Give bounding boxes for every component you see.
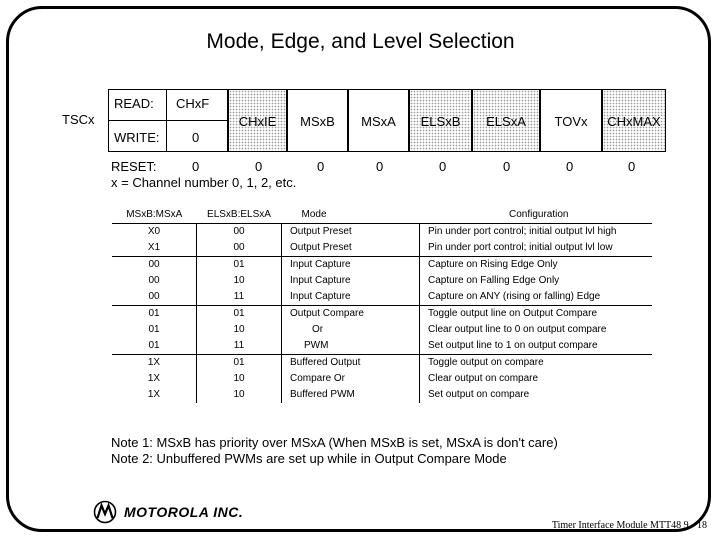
cell-mode: Input Capture (282, 289, 420, 306)
cell-msx: 01 (148, 340, 160, 351)
table-row (112, 224, 652, 241)
bit7-read-name: CHxF (176, 96, 210, 111)
bit-msxb: MSxB (287, 89, 348, 152)
table-row (112, 338, 652, 355)
cell-msx: 01 (148, 324, 160, 335)
bit-chxie: CHxIE (228, 89, 287, 152)
cell-config: Toggle output on compare (420, 355, 653, 372)
cell-config: Clear output on compare (420, 371, 653, 387)
cell-elsx: 10 (197, 387, 282, 403)
header-elsx: ELSxB:ELSxA (207, 209, 271, 220)
table-row (112, 289, 652, 306)
table-row (112, 273, 652, 289)
cell-elsx: 01 (197, 257, 282, 274)
cell-config: Capture on Rising Edge Only (420, 257, 653, 274)
cell-elsx: 10 (197, 371, 282, 387)
table-row (112, 240, 652, 257)
cell-config: Set output on compare (420, 387, 653, 403)
cell-config: Clear output line to 0 on output compare (420, 322, 653, 338)
cell-mode: Output Compare (282, 306, 420, 323)
cell-mode: Compare Or (282, 371, 420, 387)
reset-value-bit0: 0 (628, 159, 636, 174)
header-configuration: Configuration (509, 209, 569, 220)
bit-elsxa: ELSxA (472, 89, 540, 152)
cell-msx: 00 (148, 291, 160, 302)
reset-value-bit5: 0 (317, 159, 325, 174)
reset-value-bit7: 0 (192, 159, 200, 174)
reset-label: RESET: (111, 159, 157, 174)
cell-mode: Or (282, 322, 420, 338)
reset-value-bit2: 0 (503, 159, 511, 174)
cell-msx: X1 (147, 242, 161, 253)
header-msx: MSxB:MSxA (126, 209, 183, 220)
table-row (112, 387, 652, 403)
table-row (112, 355, 652, 372)
table-row (112, 322, 652, 338)
cell-elsx: 10 (197, 322, 282, 338)
cell-mode: PWM (282, 338, 420, 355)
cell-elsx: 11 (197, 289, 282, 306)
cell-msx: 1X (147, 373, 161, 384)
cell-mode: Input Capture (282, 257, 420, 274)
cell-config: Capture on Falling Edge Only (420, 273, 653, 289)
motorola-batwing-icon (93, 500, 117, 524)
cell-mode: Output Preset (282, 224, 420, 241)
channel-note: x = Channel number 0, 1, 2, etc. (111, 175, 297, 190)
bit7-write-value: 0 (192, 130, 200, 145)
write-label: WRITE: (114, 130, 160, 145)
cell-msx: 00 (112, 257, 197, 274)
cell-msx: 1X (147, 389, 161, 400)
motorola-logo-text: MOTOROLA INC. (124, 504, 244, 520)
cell-config: Pin under port control; initial output lvl high (420, 224, 653, 241)
cell-config: Set output line to 1 on output compare (420, 338, 653, 355)
cell-elsx: 10 (197, 273, 282, 289)
cell-config: Toggle output line on Output Compare (420, 306, 653, 323)
cell-msx: 01 (112, 306, 197, 323)
mode-config-table (112, 207, 652, 403)
cell-mode: Output Preset (282, 240, 420, 257)
read-label: READ: (114, 96, 154, 111)
cell-msx: 1X (112, 355, 197, 372)
reset-value-bit1: 0 (566, 159, 574, 174)
slide-footer: Timer Interface Module MTT48 9 - 18 (551, 520, 707, 531)
table-row (112, 371, 652, 387)
slide-title: Mode, Edge, and Level Selection (206, 30, 515, 53)
cell-elsx: 00 (197, 224, 282, 241)
bit-tovx: TOVx (540, 89, 602, 152)
header-mode: Mode (301, 209, 327, 220)
table-row (112, 257, 652, 274)
note-2: Note 2: Unbuffered PWMs are set up while in Output Compare Mode (111, 451, 507, 466)
cell-msx: X0 (112, 224, 197, 241)
cell-mode: Input Capture (282, 273, 420, 289)
table-header-row (112, 207, 652, 224)
table-row (112, 306, 652, 323)
bit-msxa: MSxA (348, 89, 409, 152)
register-name: TSCx (62, 112, 95, 127)
cell-mode: Buffered Output (282, 355, 420, 372)
cell-msx: 00 (148, 275, 160, 286)
bit-elsxb: ELSxB (409, 89, 472, 152)
cell-config: Pin under port control; initial output lvl low (420, 240, 653, 257)
cell-elsx: 01 (197, 306, 282, 323)
cell-elsx: 00 (197, 240, 282, 257)
reset-value-bit3: 0 (439, 159, 447, 174)
note-1: Note 1: MSxB has priority over MSxA (When MSxB is set, MSxA is don't care) (111, 435, 558, 450)
cell-config: Capture on ANY (rising or falling) Edge (420, 289, 653, 306)
reset-value-bit6: 0 (255, 159, 263, 174)
cell-elsx: 11 (197, 338, 282, 355)
cell-elsx: 01 (197, 355, 282, 372)
reset-value-bit4: 0 (376, 159, 384, 174)
bit-chxmax: CHxMAX (602, 89, 666, 152)
cell-mode: Buffered PWM (282, 387, 420, 403)
